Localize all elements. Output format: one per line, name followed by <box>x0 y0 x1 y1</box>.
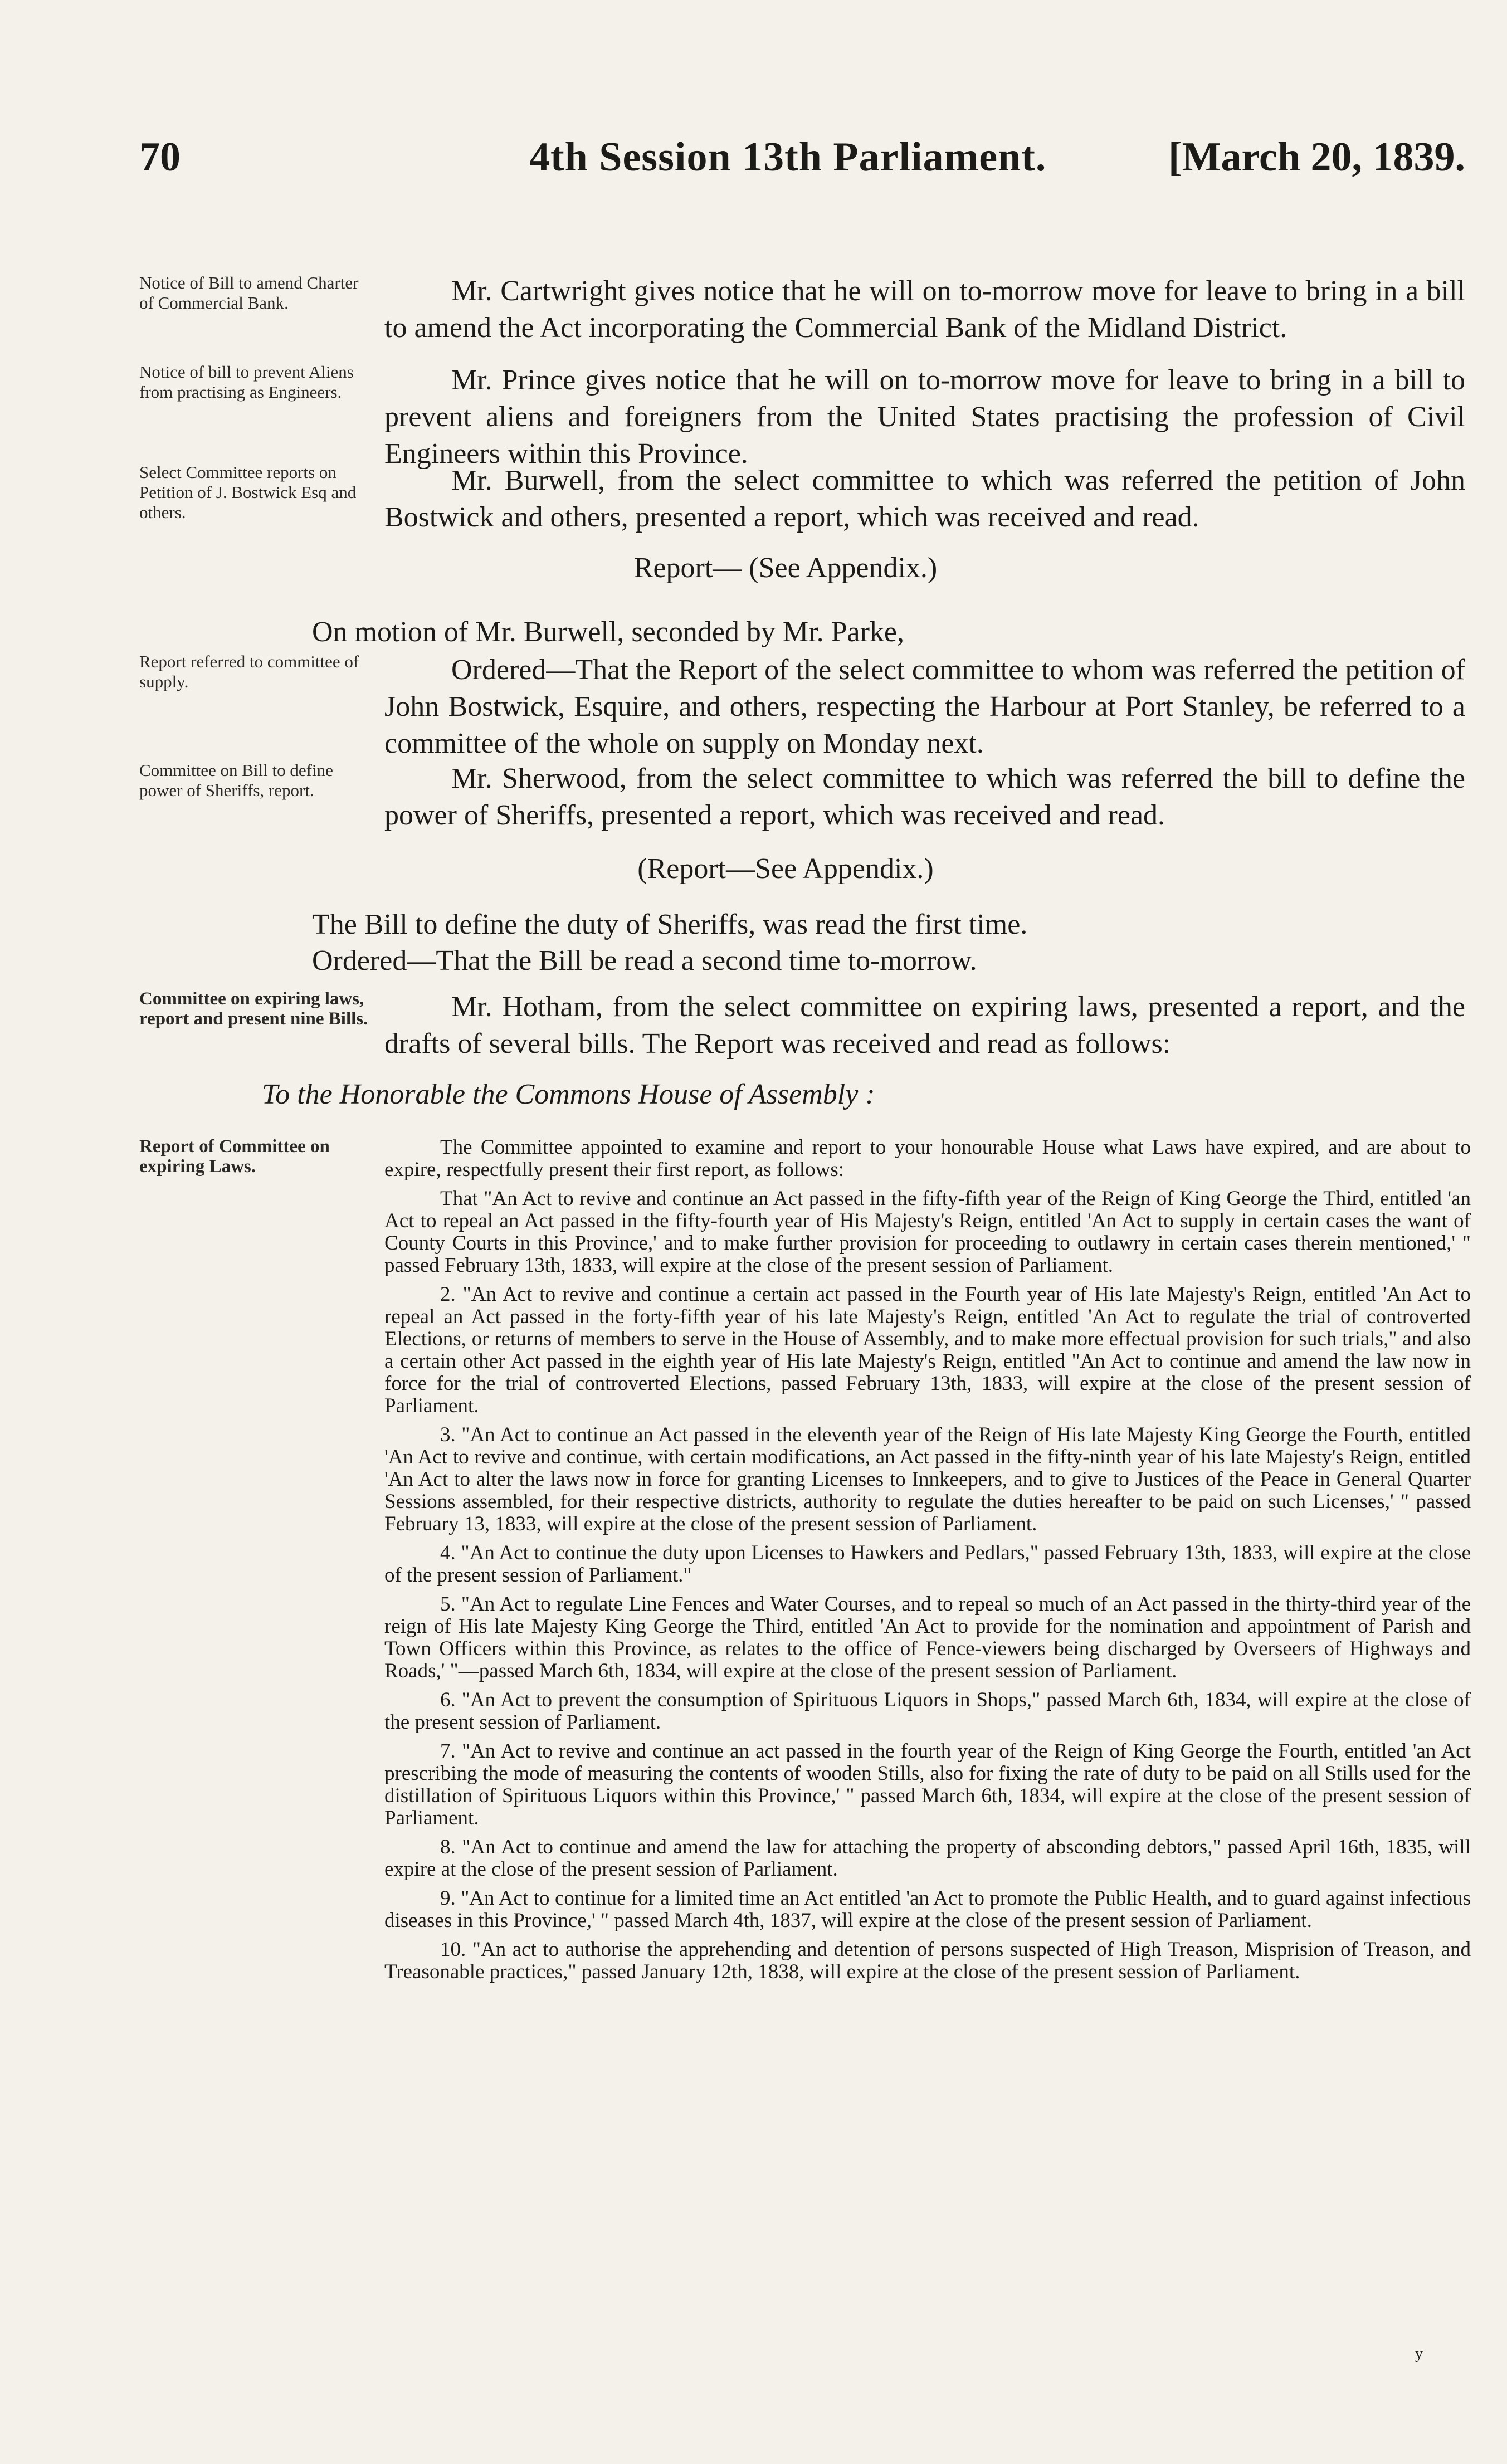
report-body <box>384 1136 1471 1990</box>
report-item: That "An Act to revive and continue an Act passed in the fifty-fifth year of the Reign of King George the Third, entitled 'an Act to repeal an Act passed in the fifty-fourth year of His Majesty's Reign, entitled 'An Act to supply in certain cases the want of County Courts in this Province,' and to make further provision for proceeding to outlawry in certain cases therein mentioned,' " passed February 13th, 1833, will expire at the close of the present session of Parliament. <box>384 1187 1471 1277</box>
report-item: 3. "An Act to continue an Act passed in the eleventh year of the Reign of His late Majesty King George the Fourth, entitled 'An Act to revive and continue, with certain modifications, an Act passed in the fifty-ninth year of his late Majesty's Reign, entitled 'An Act to alter the laws now in force for granting Licenses to Innkeepers, and to give to Justices of the Peace in General Quarter Sessions assembled, for their respective districts, authority to regulate the duties hereafter to be paid on such Licenses,' " passed February 13, 1833, will expire at the close of the present session of Parliament. <box>384 1423 1471 1535</box>
margin-note: Committee on Bill to define power of Sheriffs, report. <box>139 760 333 800</box>
report-item: 4. "An Act to continue the duty upon Licenses to Hawkers and Pedlars," passed February 13th, 1833, will expire at the close of the present session of Parliament." <box>384 1541 1471 1587</box>
entry-text <box>384 462 1465 536</box>
paragraph: Mr. Sherwood, from the select committee to which was referred the bill to define the power of Sheriffs, presented a report, which was received and read. <box>384 763 1465 831</box>
margin-note: Select Committee reports on Petition of J. Bostwick Esq and others. <box>139 462 357 522</box>
report-item: 9. "An Act to continue for a limited time an Act entitled 'an Act to promote the Public Health, and to guard against infectious diseases in this Province,' " passed March 4th, 1837, will expire at the close of the present session of Parliament. <box>384 1887 1471 1932</box>
address-heading: To the Honorable the Commons House of Assembly : <box>262 1079 875 1110</box>
paragraph: Mr. Hotham, from the select committee on expiring laws, presented a report, and the drafts of several bills. The Report was received and read as follows: <box>384 991 1465 1060</box>
margin-note: Notice of Bill to amend Charter of Commercial Bank. <box>139 273 359 313</box>
ordered-line: Ordered—That the Bill be read a second time to-morrow. <box>312 945 977 977</box>
page-header <box>139 134 1465 195</box>
report-item: 8. "An Act to continue and amend the law for attaching the property of absconding debtors," passed April 16th, 1835, will expire at the close of the present session of Parliament. <box>384 1836 1471 1881</box>
entry-text <box>384 760 1465 834</box>
report-reference-1: Report— (See Appendix.) <box>633 552 938 584</box>
paragraph: Mr. Cartwright gives notice that he will on to-morrow move for leave to bring in a bill to amend the Act incorporating the Commercial Bank of the Midland District. <box>384 275 1465 344</box>
entry-hotham <box>139 989 1465 1067</box>
page-mark: y <box>1415 2345 1423 2363</box>
report-item: 2. "An Act to revive and continue a certain act passed in the Fourth year of His late Majesty's Reign, entitled 'An Act to repeal an Act passed in the forty-fifth year of his late Majesty's Reign, entitled 'An Act to regulate the trial of controverted Elections, or returns of members to serve in the House of Assembly, and to make more effectual provision for such trials," and also a certain other Act passed in the eighth year of His late Majesty's Reign, entitled "An Act to continue and amend the law now in force for the trial of controverted Elections, passed February 13th, 1833, will expire at the close of the present session of Parliament. <box>384 1283 1471 1417</box>
bill-read-line: The Bill to define the duty of Sheriffs, was read the first time. <box>312 909 1028 940</box>
paragraph: Mr. Burwell, from the select committee to which was referred the petition of John Bostwick and others, presented a report, which was received and read. <box>384 465 1465 533</box>
paragraph: Ordered—That the Report of the select committee to whom was referred the petition of John Bostwick, Esquire, and others, respecting the Harbour at Port Stanley, be referred to a committee of the whole on supply on Monday next. <box>384 654 1465 759</box>
report-item: 5. "An Act to regulate Line Fences and Water Courses, and to repeal so much of an Act passed in the thirty-third year of the reign of His late Majesty King George the Third, entitled 'An Act to provide for the nomination and appointment of Parish and Town Officers within this Province, as relates to the office of Fence-viewers being discharged by Overseers of Highways and Roads,' "—passed March 6th, 1834, will expire at the close of the present session of Parliament. <box>384 1593 1471 1682</box>
margin-note: Report referred to committee of supply. <box>139 652 359 691</box>
entry-text <box>384 362 1465 472</box>
committee-report <box>139 1136 1471 2334</box>
entry-cartwright <box>139 273 1465 351</box>
report-reference-2: (Report—See Appendix.) <box>637 853 934 885</box>
entry-text <box>384 652 1465 762</box>
margin-note: Report of Committee on expiring Laws. <box>139 1136 330 1177</box>
session-title: 4th Session 13th Parliament. <box>529 134 1047 180</box>
motion-line: On motion of Mr. Burwell, seconded by Mr. Parke, <box>312 616 904 648</box>
entry-burwell <box>139 462 1465 540</box>
margin-note: Committee on expiring laws, report and present nine Bills. <box>139 989 368 1029</box>
header-date: [March 20, 1839. <box>1168 134 1465 180</box>
margin-note: Notice of bill to prevent Aliens from practising as Engineers. <box>139 362 354 402</box>
report-item: 10. "An act to authorise the apprehending and detention of persons suspected of High Treason, Misprision of Treason, and Treasonable practices," passed January 12th, 1838, will expire at the close of the present session of Parliament. <box>384 1938 1471 1983</box>
entry-sherwood <box>139 760 1465 838</box>
report-item: 7. "An Act to revive and continue an act passed in the fourth year of the Reign of King George the Fourth, entitled 'an Act prescribing the mode of measuring the contents of wooden Stills, also for fixing the rate of duty to be paid on all Stills used for the distillation of Spirituous Liquors within this Province,' " passed March 6th, 1834, will expire at the close of the present session of Parliament. <box>384 1740 1471 1829</box>
entry-prince <box>139 362 1465 474</box>
report-item: 6. "An Act to prevent the consumption of Spirituous Liquors in Shops," passed March 6th, 1834, will expire at the close of the present session of Parliament. <box>384 1689 1471 1734</box>
entry-text <box>384 989 1465 1062</box>
page-number: 70 <box>139 134 181 180</box>
entry-ordered-1 <box>139 652 1465 763</box>
paragraph: Mr. Prince gives notice that he will on to-morrow move for leave to bring in a bill to prevent aliens and foreigners from the United States practising the profession of Civil Engineers within this Province. <box>384 364 1465 470</box>
report-intro: The Committee appointed to examine and report to your honourable House what Laws have expired, and are about to expire, respectfully present their first report, as follows: <box>384 1136 1471 1181</box>
entry-text <box>384 273 1465 347</box>
